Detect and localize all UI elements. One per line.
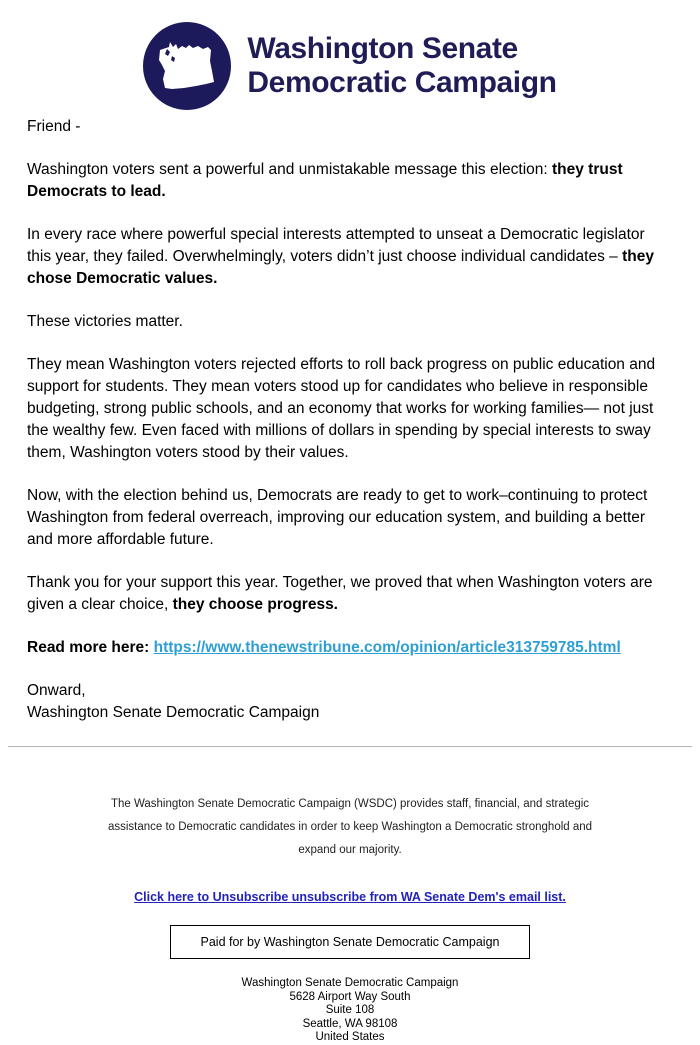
paragraph-2-emphasis: they chose Democratic values.: [27, 248, 654, 287]
paid-for-disclaimer-box: Paid for by Washington Senate Democratic Campaign: [170, 925, 530, 959]
email-body: [0, 116, 700, 724]
paragraph-1: [27, 159, 672, 203]
paragraph-6-text: Thank you for your support this year. Together, we proved that when Washington voters are given a clear choice,: [27, 574, 653, 613]
unsubscribe-row: [0, 888, 700, 906]
read-more-line: [27, 637, 672, 659]
paragraph-2: [27, 224, 672, 290]
address-line-2: 5628 Airport Way South: [289, 990, 411, 1003]
paragraph-1-emphasis: they trust Democrats to lead.: [27, 161, 623, 200]
signoff-line-2: Washington Senate Democratic Campaign: [27, 704, 320, 721]
unsubscribe-link[interactable]: Click here to Unsubscribe unsubscribe from WA Senate Dem's email list.: [134, 890, 566, 904]
address-line-1: Washington Senate Democratic Campaign: [241, 977, 459, 989]
salutation: Friend -: [27, 118, 81, 135]
paragraph-1-text: Washington voters sent a powerful and unmistakable message this election:: [27, 161, 552, 178]
address-block: [0, 977, 700, 1045]
email-header: [0, 0, 700, 116]
address-line-5: United States: [315, 1031, 385, 1044]
address-line-3: Suite 108: [325, 1004, 375, 1017]
signoff-line-1: Onward,: [27, 682, 86, 699]
paragraph-2-text: In every race where powerful special interests attempted to unseat a Democratic legislator this year, they failed. Overwhelmingly, voters didn’t just choose individual candidates –: [27, 226, 645, 265]
article-link[interactable]: https://www.thenewstribune.com/opinion/article313759785.html: [153, 639, 621, 656]
paragraph-4: They mean Washington voters rejected efforts to roll back progress on public education and support for students. They mean voters stood up for candidates who believe in responsible budgeting, strong public schools, and an economy that works for working families— not just the wealthy few. Even faced with millions of dollars in spending by special interests to sway them, Washington voters stood by their values.: [27, 356, 656, 461]
address-line-4: Seattle, WA 98108: [302, 1017, 398, 1030]
read-more-label: Read more here:: [27, 639, 154, 656]
logo-lockup: [143, 22, 556, 110]
paragraph-3: These victories matter.: [27, 313, 183, 330]
wordmark-line-1: Washington Senate: [247, 32, 518, 66]
washington-state-circle-logo-icon: [143, 22, 231, 110]
footer-disclaimer: The Washington Senate Democratic Campaign (WSDC) provides staff, financial, and strategic assistance to Democratic candidates in order to keep Washington a Democratic stronghold and expand our majority.: [107, 798, 593, 856]
paragraph-6: [27, 572, 672, 616]
signoff-block: [27, 680, 672, 724]
paragraph-5: Now, with the election behind us, Democrats are ready to get to work–continuing to protect Washington from federal overreach, improving our education system, and building a better and more affordable future.: [27, 487, 648, 548]
paragraph-6-emphasis: they choose progress.: [172, 596, 338, 613]
wordmark-line-2: Democratic Campaign: [247, 66, 557, 99]
email-footer: [0, 747, 700, 1045]
logo-wordmark: [247, 32, 556, 99]
